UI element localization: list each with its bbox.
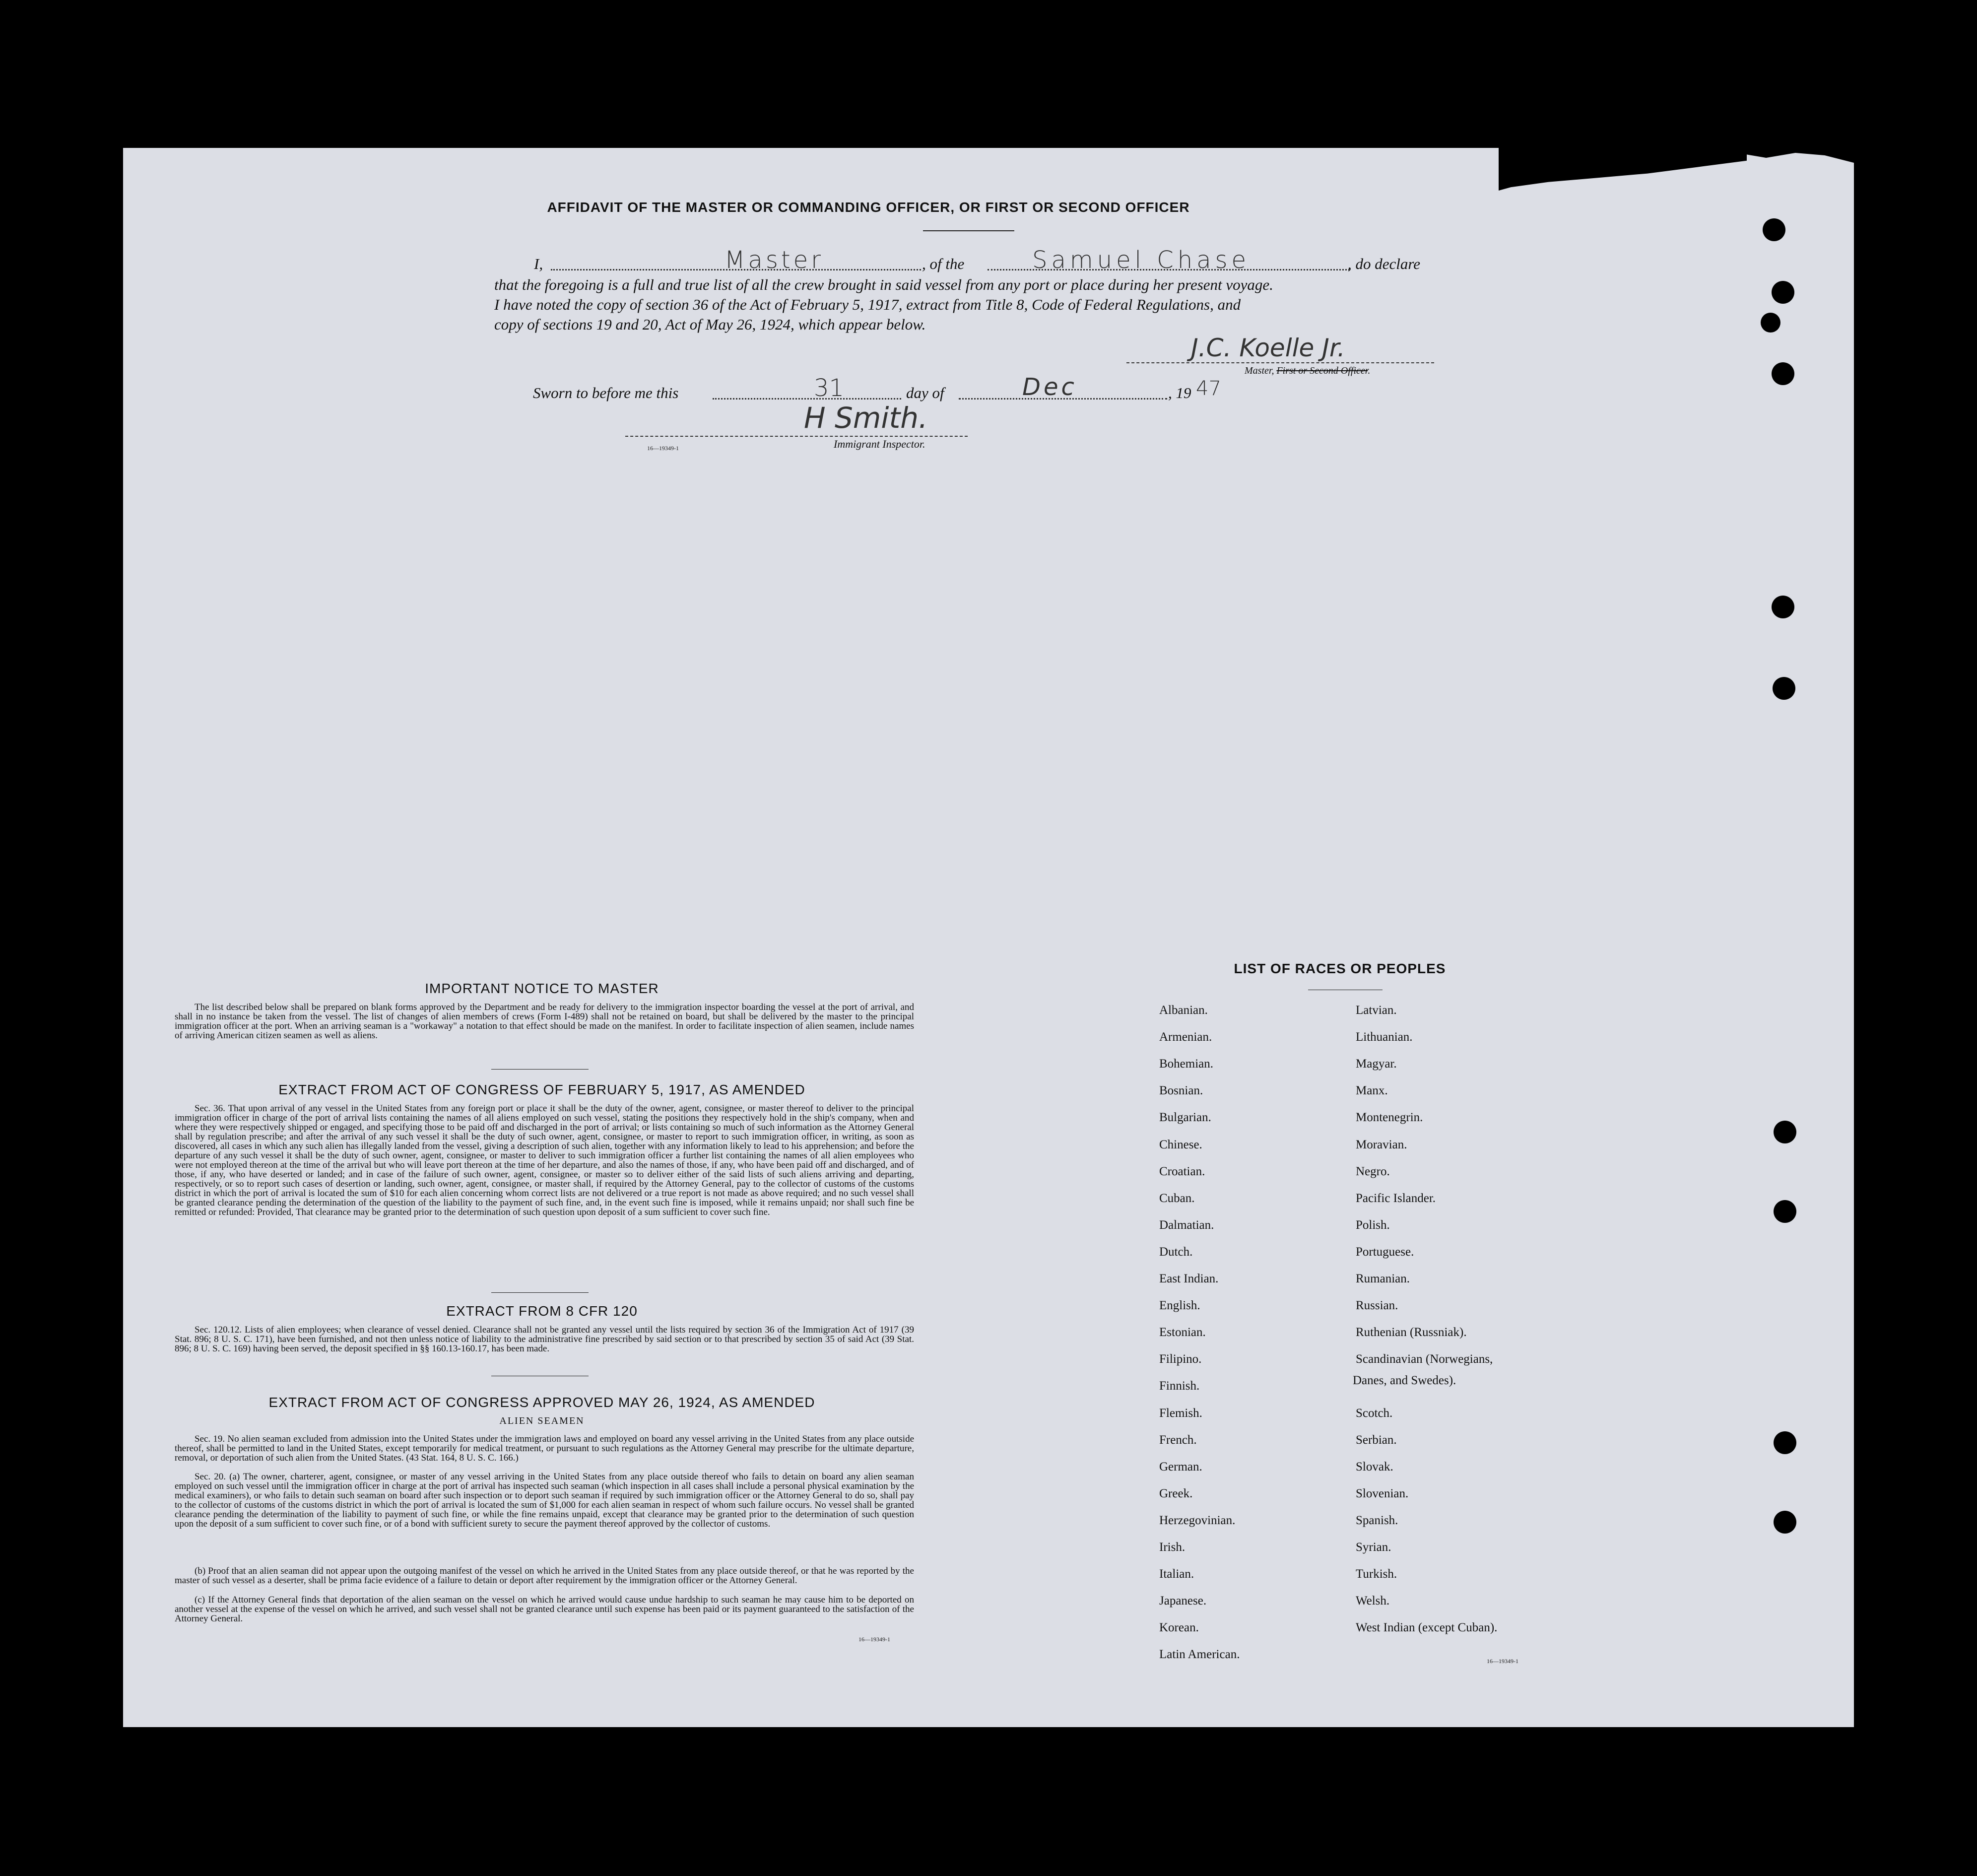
extract1924-title: EXTRACT FROM ACT OF CONGRESS APPROVED MAY 26, 1924, AS AMENDED: [268, 1395, 815, 1410]
master-caption-struck: First or Second Officer: [1276, 365, 1368, 376]
race-item: Portuguese.: [1356, 1245, 1414, 1259]
affidavit-line1: [494, 255, 1437, 275]
race-item: Dutch.: [1159, 1245, 1193, 1259]
race-item: English.: [1159, 1299, 1200, 1313]
race-item: Finnish.: [1159, 1379, 1200, 1393]
race-item: Italian.: [1159, 1567, 1194, 1581]
punch-hole: [1774, 1511, 1796, 1534]
punch-hole: [1774, 1121, 1796, 1143]
race-item: Estonian.: [1159, 1326, 1206, 1340]
race-item: Spanish.: [1356, 1513, 1398, 1527]
race-item: Greek.: [1159, 1486, 1193, 1500]
punch-hole: [1774, 1200, 1796, 1223]
punch-hole: [1772, 596, 1794, 618]
race-item: Dalmatian.: [1159, 1218, 1214, 1232]
race-item: Scandinavian (Norwegians,: [1356, 1352, 1493, 1366]
do-declare-label: , do declare: [1348, 255, 1421, 272]
extract1917-title: EXTRACT FROM ACT OF CONGRESS OF FEBRUARY 5, 1917, AS AMENDED: [278, 1082, 805, 1097]
races-title: LIST OF RACES OR PEOPLES: [1234, 961, 1446, 976]
race-item: Pacific Islander.: [1356, 1191, 1436, 1205]
race-item: Latvian.: [1356, 1004, 1397, 1017]
master-signature: J.C. Koelle Jr.: [1191, 334, 1345, 362]
race-item: Cuban.: [1159, 1191, 1195, 1205]
race-item: Chinese.: [1159, 1138, 1202, 1151]
punch-hole: [1772, 281, 1794, 304]
race-item: Negro.: [1356, 1164, 1390, 1178]
punch-hole: [1774, 1431, 1796, 1454]
race-item: Danes, and Swedes).: [1353, 1374, 1456, 1387]
race-item: West Indian (except Cuban).: [1356, 1621, 1498, 1635]
day-of-label: day of: [906, 384, 944, 402]
punch-hole: [1773, 677, 1795, 700]
notice-rule: [491, 1069, 589, 1070]
race-item: Bulgarian.: [1159, 1111, 1211, 1125]
race-item: Irish.: [1159, 1541, 1186, 1554]
race-item: Moravian.: [1356, 1138, 1407, 1151]
races-form-number: 16—19349-1: [1487, 1658, 1518, 1665]
year-prefix: , 19: [1168, 384, 1191, 402]
race-item: Bohemian.: [1159, 1057, 1214, 1071]
extract1924-sec20a: Sec. 20. (a) The owner, charterer, agent, consignee, or master of any vessel arriving in the United States from any place outside thereof who fails to detain on board any alien seaman employed on such vessel until the immigration officer in charge at the port of arrival has inspected such seaman (which inspection in all cases shall include a personal physical examination by the medical examiners), or who fails to detain such seaman on board after such inspection or to deport such seaman if required by such immigration officer or the Attorney General to do so, shall pay to the collector of customs of the customs district in which the port of arrival is located the sum of $1,000 for each alien seaman in respect of whom such failure occurs. No vessel shall be granted clearance pending the determination of the liability to payment of such fine, or while the fine remains unpaid, except that clearance may be granted prior to the determination of such question upon the deposit of a sum sufficient to cover such fine, or of a bond with sufficient surety to secure the payment thereof approved by the collector of customs.: [175, 1472, 914, 1529]
race-item: Polish.: [1356, 1218, 1390, 1232]
race-item: Korean.: [1159, 1621, 1199, 1635]
race-item: Rumanian.: [1356, 1272, 1410, 1285]
rank-handwritten: Master: [725, 246, 824, 274]
race-item: Scotch.: [1356, 1406, 1393, 1420]
extractCFR-text: Sec. 120.12. Lists of alien employees; when clearance of vessel denied. Clearance shall not be granted any vessel until the lists required by section 36 of the Immigration Act of 1917 (39 Stat. 896; 8 U. S. C. 171), have been furnished, and not then unless notice of liability to the administrative fine prescribed by said section or to that prescribed by section 35 of said Act (39 Stat. 896; 8 U. S. C. 169) having been served, the deposit specified in §§ 160.13-160.17, has been made.: [175, 1325, 914, 1354]
race-item: Albanian.: [1159, 1004, 1208, 1017]
of-the-label: , of the: [922, 255, 965, 272]
day-handwritten: 31: [814, 374, 845, 402]
master-caption-label: Master,: [1245, 365, 1277, 376]
extract-form-number: 16—19349-1: [858, 1636, 890, 1643]
race-item: Slovak.: [1356, 1460, 1393, 1474]
race-item: French.: [1159, 1433, 1197, 1447]
race-item: Syrian.: [1356, 1541, 1391, 1554]
notice-title: IMPORTANT NOTICE TO MASTER: [425, 981, 659, 996]
punch-hole: [1761, 313, 1780, 333]
extract1917-text: Sec. 36. That upon arrival of any vessel in the United States from any foreign port or place it shall be the duty of the owner, agent, consignee, or master thereof to deliver to the principal immigration officer in charge of the port of arrival lists containing the names of all aliens employed on such vessel, stating the positions they respectively hold in the ship's company, when and where they were respectively shipped or engaged, and specifying those to be paid off and discharged in the port of arrival; or lists containing so much of such information as the Attorney General shall by regulation prescribe; and after the arrival of any such vessel it shall be the duty of such owner, agent, consignee, or master to report to such immigration officer, in writing, as soon as discovered, all cases in which any such alien has illegally landed from the vessel, giving a description of such alien, together with any information likely to lead to his apprehension; and before the departure of any such vessel it shall be the duty of such owner, agent, consignee, or master to deliver to such immigration officer a further list containing the names of all alien employees who were not employed thereon at the time of the arrival but who will leave port thereon at the time of her departure, and also the names of those, if any, who have been paid off and discharged, and of those, if any, who have deserted or landed; and in case of the failure of such owner, agent, consignee, or master so to deliver either of the said lists of such aliens arriving and departing, respectively, or so to report such cases of desertion or landing, such owner, agent, consignee, or master shall, if required by the Attorney General, pay to the collector of customs of the customs district in which the port of arrival is located the sum of $10 for each alien concerning whom correct lists are not delivered or a true report is not made as above required; and no such vessel shall be granted clearance pending the determination of the question of the liability to the payment of such fine, and, in the event such fine is imposed, while it remains unpaid; nor shall such fine be remitted or refunded: Provided, That clearance may be granted prior to the determination of such question upon deposit of a sum sufficient to cover such fine.: [175, 1103, 914, 1217]
i-label: I,: [534, 255, 543, 272]
affidavit-form-number: 16—19349-1: [647, 445, 679, 452]
race-item: Filipino.: [1159, 1352, 1202, 1366]
inspector-signature-line: [625, 436, 968, 437]
day-field-line: [713, 398, 901, 400]
race-item: Japanese.: [1159, 1594, 1207, 1608]
month-handwritten: Dec: [1022, 373, 1077, 401]
race-item: German.: [1159, 1460, 1202, 1474]
affidavit-line3: I have noted the copy of section 36 of the Act of February 5, 1917, extract from Title 8, Code of Federal Regulations, and: [494, 296, 1241, 313]
extract1924-sec19: Sec. 19. No alien seaman excluded from admission into the United States under the immigration laws and employed on board any vessel arriving in the United States from any place outside thereof, shall be permitted to land in the United States, except temporarily for medical treatment, or pursuant to such regulations as the Attorney General may prescribe for the ultimate departure, removal, or deportation of such alien from the United States. (43 Stat. 164, 8 U. S. C. 166.): [175, 1434, 914, 1463]
race-item: Serbian.: [1356, 1433, 1397, 1447]
race-item: Slovenian.: [1356, 1486, 1409, 1500]
race-item: Welsh.: [1356, 1594, 1390, 1608]
extractCFR-title: EXTRACT FROM 8 CFR 120: [446, 1303, 638, 1319]
race-item: Bosnian.: [1159, 1084, 1203, 1098]
race-item: Magyar.: [1356, 1057, 1397, 1071]
notice-text: The list described below shall be prepared on blank forms approved by the Department and be ready for delivery to the immigration inspector boarding the vessel at the port of arrival, and shall in no instance be taken from the vessel. The list of changes of alien members of crews (Form I-489) shall not be retained on board, but shall be delivered by the master to the principal immigration officer at the port. When an arriving seaman is a "workaway" a notation to that effect should be made on the manifest. In order to facilitate inspection of alien seamen, include names of arriving American citizen seamen as well as aliens.: [175, 1002, 914, 1041]
master-signature-line: [1126, 362, 1434, 363]
extract1924-sec20b: (b) Proof that an alien seaman did not appear upon the outgoing manifest of the vessel on which he arrived in the United States from any place outside thereof, or that he was reported by the master of such vessel as a deserter, shall be prima facie evidence of a failure to detain or deport after requirement by the immigration officer or the Attorney General.: [175, 1566, 914, 1586]
affidavit-line2: that the foregoing is a full and true list of all the crew brought in said vessel from any port or place during her present voyage.: [494, 276, 1273, 293]
year-handwritten: 47: [1196, 377, 1221, 400]
affidavit-title: AFFIDAVIT OF THE MASTER OR COMMANDING OFFICER, OR FIRST OR SECOND OFFICER: [547, 200, 1190, 215]
punch-hole: [1763, 218, 1785, 241]
race-item: Armenian.: [1159, 1030, 1212, 1044]
race-item: Latin American.: [1159, 1648, 1240, 1662]
extract1917-rule: [491, 1292, 589, 1293]
inspector-caption: Immigrant Inspector.: [834, 438, 925, 450]
extract1924-subtitle: ALIEN SEAMEN: [499, 1415, 585, 1426]
sworn-label: Sworn to before me this: [533, 384, 679, 402]
vessel-handwritten: Samuel Chase: [1032, 246, 1251, 274]
affidavit-line4: copy of sections 19 and 20, Act of May 26, 1924, which appear below.: [494, 316, 926, 333]
extract1924-sec20c: (c) If the Attorney General finds that deportation of the alien seaman on the vessel on which he arrived would cause undue hardship to such seaman he may cause him to be deported on another vessel at the expense of the vessel on which he arrived, and such vessel shall not be granted clearance until such expense has been paid or its payment guaranteed to the satisfaction of the Attorney General.: [175, 1595, 914, 1624]
title-rule: [923, 230, 1014, 231]
race-item: Montenegrin.: [1356, 1111, 1423, 1125]
punch-hole: [1772, 362, 1794, 385]
race-item: Ruthenian (Russniak).: [1356, 1326, 1467, 1340]
inspector-signature: H Smith.: [804, 401, 928, 435]
race-item: Herzegovinian.: [1159, 1513, 1236, 1527]
race-item: Russian.: [1356, 1299, 1398, 1313]
race-item: Manx.: [1356, 1084, 1388, 1098]
master-caption-end: .: [1368, 365, 1371, 376]
master-caption: [1245, 365, 1370, 377]
race-item: Lithuanian.: [1356, 1030, 1413, 1044]
race-item: Turkish.: [1356, 1567, 1397, 1581]
race-item: Flemish.: [1159, 1406, 1202, 1420]
race-item: Croatian.: [1159, 1164, 1205, 1178]
race-item: East Indian.: [1159, 1272, 1219, 1285]
